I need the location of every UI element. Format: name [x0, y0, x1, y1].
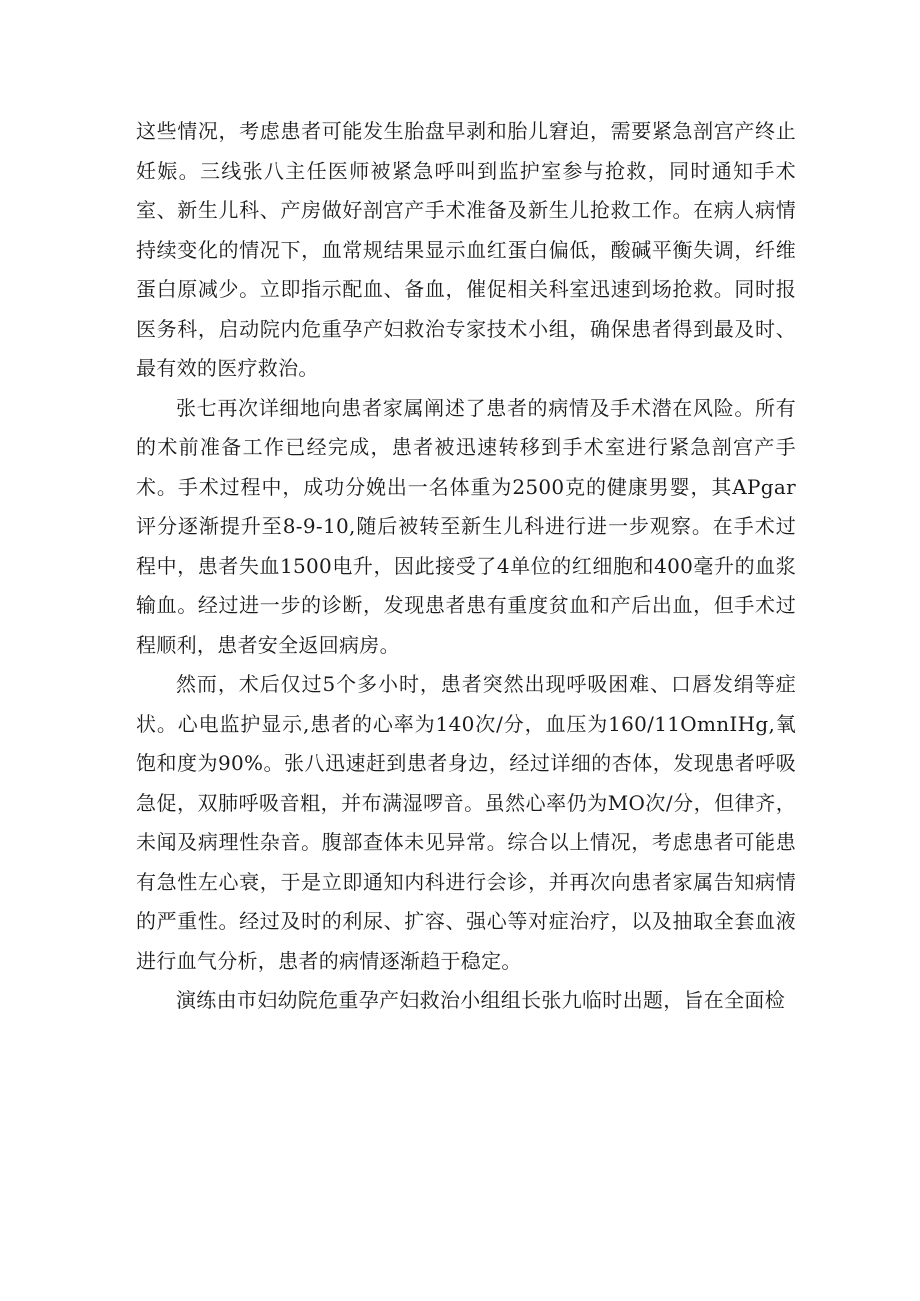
document-body — [136, 112, 796, 1021]
paragraph-surgery: 张七再次详细地向患者家属阐述了患者的病情及手术潜在风险。所有的术前准备工作已经完成，患者被迅速转移到手术室进行紧急剖宫产手术。手术过程中，成功分娩出一名体重为2500克的健康男婴，其APgar评分逐渐提升至8-9-10,随后被转至新生儿科进行进一步观察。在手术过程中，患者失血1500电升，因此接受了4单位的红细胞和400毫升的血浆输血。经过进一步的诊断，发现患者患有重度贫血和产后出血，但手术过程顺利，患者安全返回病房。 — [136, 395, 796, 657]
paragraph-drill: 演练由市妇幼院危重孕产妇救治小组组长张九临时出题，旨在全面检 — [176, 988, 785, 1012]
paragraph-postoperative: 然而，术后仅过5个多小时，患者突然出现呼吸困难、口唇发绢等症状。心电监护显示,患者的心率为140次/分，血压为160/11OmnIHg,氧饱和度为90%。张八迅速赶到患者身边，经过详细的杏体，发现患者呼吸急促，双肺呼吸音粗，并布满湿啰音。虽然心率仍为MO次/分，但律齐，未闻及病理性杂音。腹部查体未见异常。综合以上情况，考虑患者可能患有急性左心衰，于是立即通知内科进行会诊，并再次向患者家属告知病情的严重性。经过及时的利尿、扩容、强心等对症治疗，以及抽取全套血液进行血气分析，患者的病情逐渐趋于稳定。 — [136, 672, 796, 973]
paragraph-continuation: 这些情况，考虑患者可能发生胎盘早剥和胎儿窘迫，需要紧急剖宫产终止妊娠。三线张八主任医师被紧急呼叫到监护室参与抢救，同时通知手术室、新生儿科、产房做好剖宫产手术准备及新生儿抢救工作。在病人病情持续变化的情况下，血常规结果显示血红蛋白偏低，酸碱平衡失调，纤维蛋白原减少。立即指示配血、备血，催促相关科室迅速到场抢救。同时报医务科，启动院内危重孕产妇救治专家技术小组，确保患者得到最及时、最有效的医疗救治。 — [136, 119, 796, 380]
